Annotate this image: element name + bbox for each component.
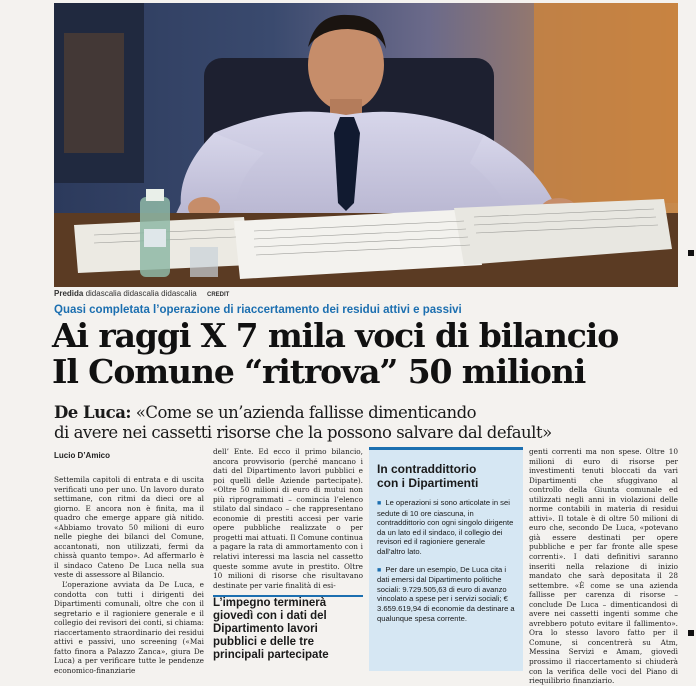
pull-quote-line-1: L’impegno terminerà xyxy=(213,597,327,609)
square-bullet-icon: ■ xyxy=(377,500,382,507)
sidebar-item-2-text: Per dare un esempio, De Luca cita i dati emersi dal Dipartimento politiche sociali: 9.729.505,63 di euro di avanzo vincolato a spese per i servizi sociali; € 3.659.619,94 di economie da destinare a qualunque spesa corrente. xyxy=(377,564,515,623)
article-column-2 xyxy=(213,447,363,590)
sidebar-box xyxy=(369,447,523,671)
byline: Lucio D’Amico xyxy=(54,451,111,460)
column-1-paragraph-1: Settemila capitoli di entrata e di uscita verificati uno per uno. Un lavoro durato settimane, con ritmi da dieci ore al giorno. E ancora non è finita, ma il quadro che emerge appare già nitido. «Abbiamo trovato 50 milioni di euro nelle pieghe dei bilanci del Comune, accantonati, non utilizzati, fermi da chissà quanto tempo». Ad affermarlo è il sindaco Cateno De Luca nella sua veste di assessore al Bilancio. xyxy=(54,475,204,580)
pull-quote-line-4: pubblici e delle tre xyxy=(213,636,314,648)
sidebar-title-line-2: con i Dipartimenti xyxy=(377,476,479,490)
caption-text: didascalia didascalia didascalia xyxy=(85,289,197,298)
column-1-paragraph-2: L’operazione avviata da De Luca, e condotta con tutti i dirigenti dei Dipartimenti comunali, oltre che con il segretario e il ragioniere generale e il collegio dei revisori dei conti, si chiama: riaccertamento straordinario dei residui attivi e passivi, uno screening («Mai fatto finora a Palazzo Zanca», giura De Luca) a per verificare tutte le pendenze economico-finanziarie xyxy=(54,580,204,675)
sidebar-item-1 xyxy=(377,498,515,557)
crop-mark xyxy=(688,630,694,636)
subhead-lead: De Luca: xyxy=(54,403,131,422)
sidebar-box-title xyxy=(377,462,515,490)
headline-line-2: Il Comune “ritrova” 50 milioni xyxy=(52,352,586,391)
pull-quote xyxy=(213,595,363,670)
photo-credit: CREDIT xyxy=(207,292,230,298)
sidebar-item-1-text: Le operazioni si sono articolate in sei sedute di 10 ore ciascuna, in contraddittorio con ogni singolo dirigente da un lato ed il sindaco, il collegio dei revisori ed il ragioniere generale dall’altro lato. xyxy=(377,498,514,556)
subhead-line-2: di avere nei cassetti risorse che la possono salvare dal default» xyxy=(54,423,552,442)
crop-mark xyxy=(688,250,694,256)
article-photo xyxy=(54,3,678,287)
article-column-1 xyxy=(54,475,204,675)
article-headline xyxy=(52,318,682,390)
article-subhead xyxy=(54,403,684,443)
pull-quote-line-3: Dipartimento lavori xyxy=(213,623,318,635)
subhead-line-1-text: «Come se un’azienda fallisse dimenticando xyxy=(130,403,477,422)
column-2-paragraph-1: dell’ Ente. Ed ecco il primo bilancio, ancora provvisorio (perché mancano i dati del Dipartimento lavori pubblici e poi quelli delle Aziende partecipate). «Oltre 50 milioni di euro di mutui non più riprogrammati – comincia l’elenco stilato dal sindaco – che rappresentano economie di prestiti accesi per varie opere pubbliche realizzate o per progetti mai attuati. Il Comune continua a pagare la rata di ammortamento con i relativi interessi ma lascia nel cassetto queste somme avute in prestito. Oltre 10 milioni di risorse che risultavano destinate per varie finalità di esi- xyxy=(213,447,363,590)
photo-caption xyxy=(54,289,678,301)
sidebar-item-2 xyxy=(377,565,515,624)
sidebar-title-line-1: In contraddittorio xyxy=(377,462,477,476)
article-column-4 xyxy=(529,447,678,686)
subhead-line-1 xyxy=(54,403,684,423)
caption-lead: Predida xyxy=(54,289,84,298)
mayor-at-desk-image xyxy=(54,3,678,287)
square-bullet-icon: ■ xyxy=(377,566,382,574)
headline-line-1: Ai raggi X 7 mila voci di bilancio xyxy=(52,316,619,355)
article-kicker: Quasi completata l’operazione di riaccertamento dei residui attivi e passivi xyxy=(54,304,462,316)
pull-quote-line-5: principali partecipate xyxy=(213,649,329,661)
pull-quote-line-2: giovedì con i dati del xyxy=(213,610,327,622)
column-4-paragraph-1: genti correnti ma non spese. Oltre 10 milioni di euro di risorse per investimenti tenuti bloccati da vari Dipartimenti che sfuggivano al controllo della Giunta comunale ed utilizzati negli anni in violazioni delle norme contabili in materia di residui attivi». Il totale è di oltre 50 milioni di euro che, secondo De Luca, «potevano già essere destinati per opere pubbliche e per far fronte alle spese correnti». I dati definitivi saranno inseriti nella relazione di inizio mandato che sarà depositata il 28 settembre. «È come se una azienda fallisse per carenza di risorse – conclude De Luca – dimenticandosi di avere nei cassetti ingenti somme che avrebbero potuto evitare il fallimento». Ora lo stesso lavoro fatto per il Comune, si concentrerà su Atm, Messina Servizi e Amam, giovedì prossimo il riaccertamento si chiuderà con la verifica delle voci del Piano di riequilibrio finanziario. xyxy=(529,447,678,686)
